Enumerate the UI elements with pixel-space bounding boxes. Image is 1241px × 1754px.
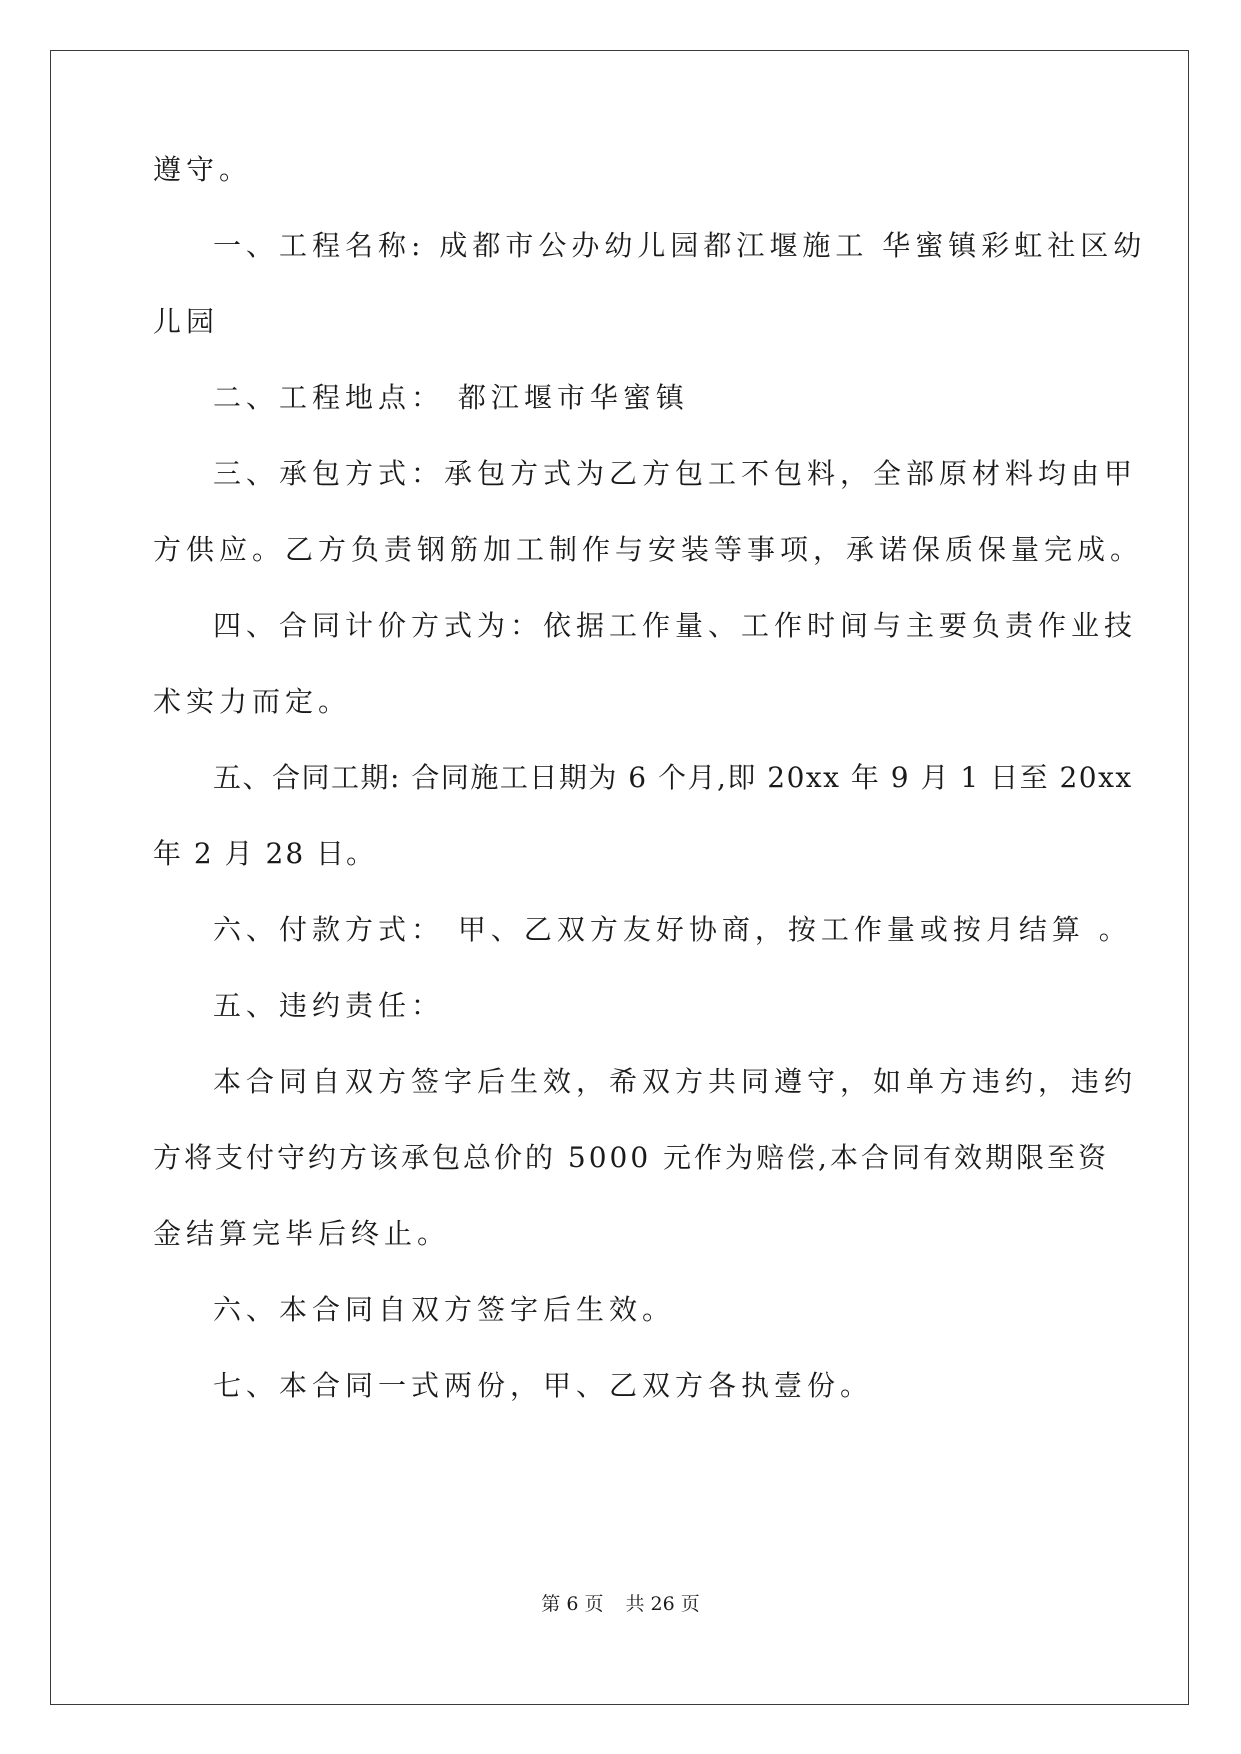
text-line-9: 五、合同工期: 合同施工日期为 6 个月,即 20xx 年 9 月 1 日至 20xx: [213, 761, 1133, 794]
text-line-16: 六、本合同自双方签字后生效。: [213, 1293, 676, 1326]
text-line-2: 一、工程名称: 成都市公办幼儿园都江堰施工 华蜜镇彩虹社区幼: [213, 229, 1147, 262]
text-line-4: 二、工程地点： 都江堰市华蜜镇: [213, 381, 689, 414]
text-line-17: 七、本合同一式两份，甲、乙双方各执壹份。: [213, 1369, 874, 1402]
text-line-14: 方将支付守约方该承包总价的 5000 元作为赔偿,本合同有效期限至资: [153, 1141, 1109, 1174]
text-line-5: 三、承包方式：承包方式为乙方包工不包料，全部原材料均由甲: [213, 457, 1138, 490]
text-line-7: 四、合同计价方式为：依据工作量、工作时间与主要负责作业技: [213, 609, 1138, 642]
text-line-13: 本合同自双方签字后生效，希双方共同遵守，如单方违约，违约: [213, 1065, 1138, 1098]
text-line-6: 方供应。乙方负责钢筋加工制作与安装等事项，承诺保质保量完成。: [153, 533, 1144, 566]
text-line-10: 年 2 月 28 日。: [153, 837, 377, 870]
text-line-15: 金结算完毕后终止。: [153, 1217, 451, 1250]
page-footer: [0, 1592, 1241, 1616]
text-line-11: 六、付款方式： 甲、乙双方友好协商，按工作量或按月结算 。: [213, 913, 1132, 946]
page-number: 第 6 页: [541, 1593, 604, 1615]
text-line-8: 术实力而定。: [153, 685, 352, 718]
text-line-3: 儿园: [153, 305, 220, 338]
text-line-12: 五、违约责任：: [213, 989, 445, 1022]
page-total: 共 26 页: [625, 1593, 700, 1615]
page-border: [50, 50, 1189, 1705]
text-line-1: 遵守。: [153, 153, 253, 186]
